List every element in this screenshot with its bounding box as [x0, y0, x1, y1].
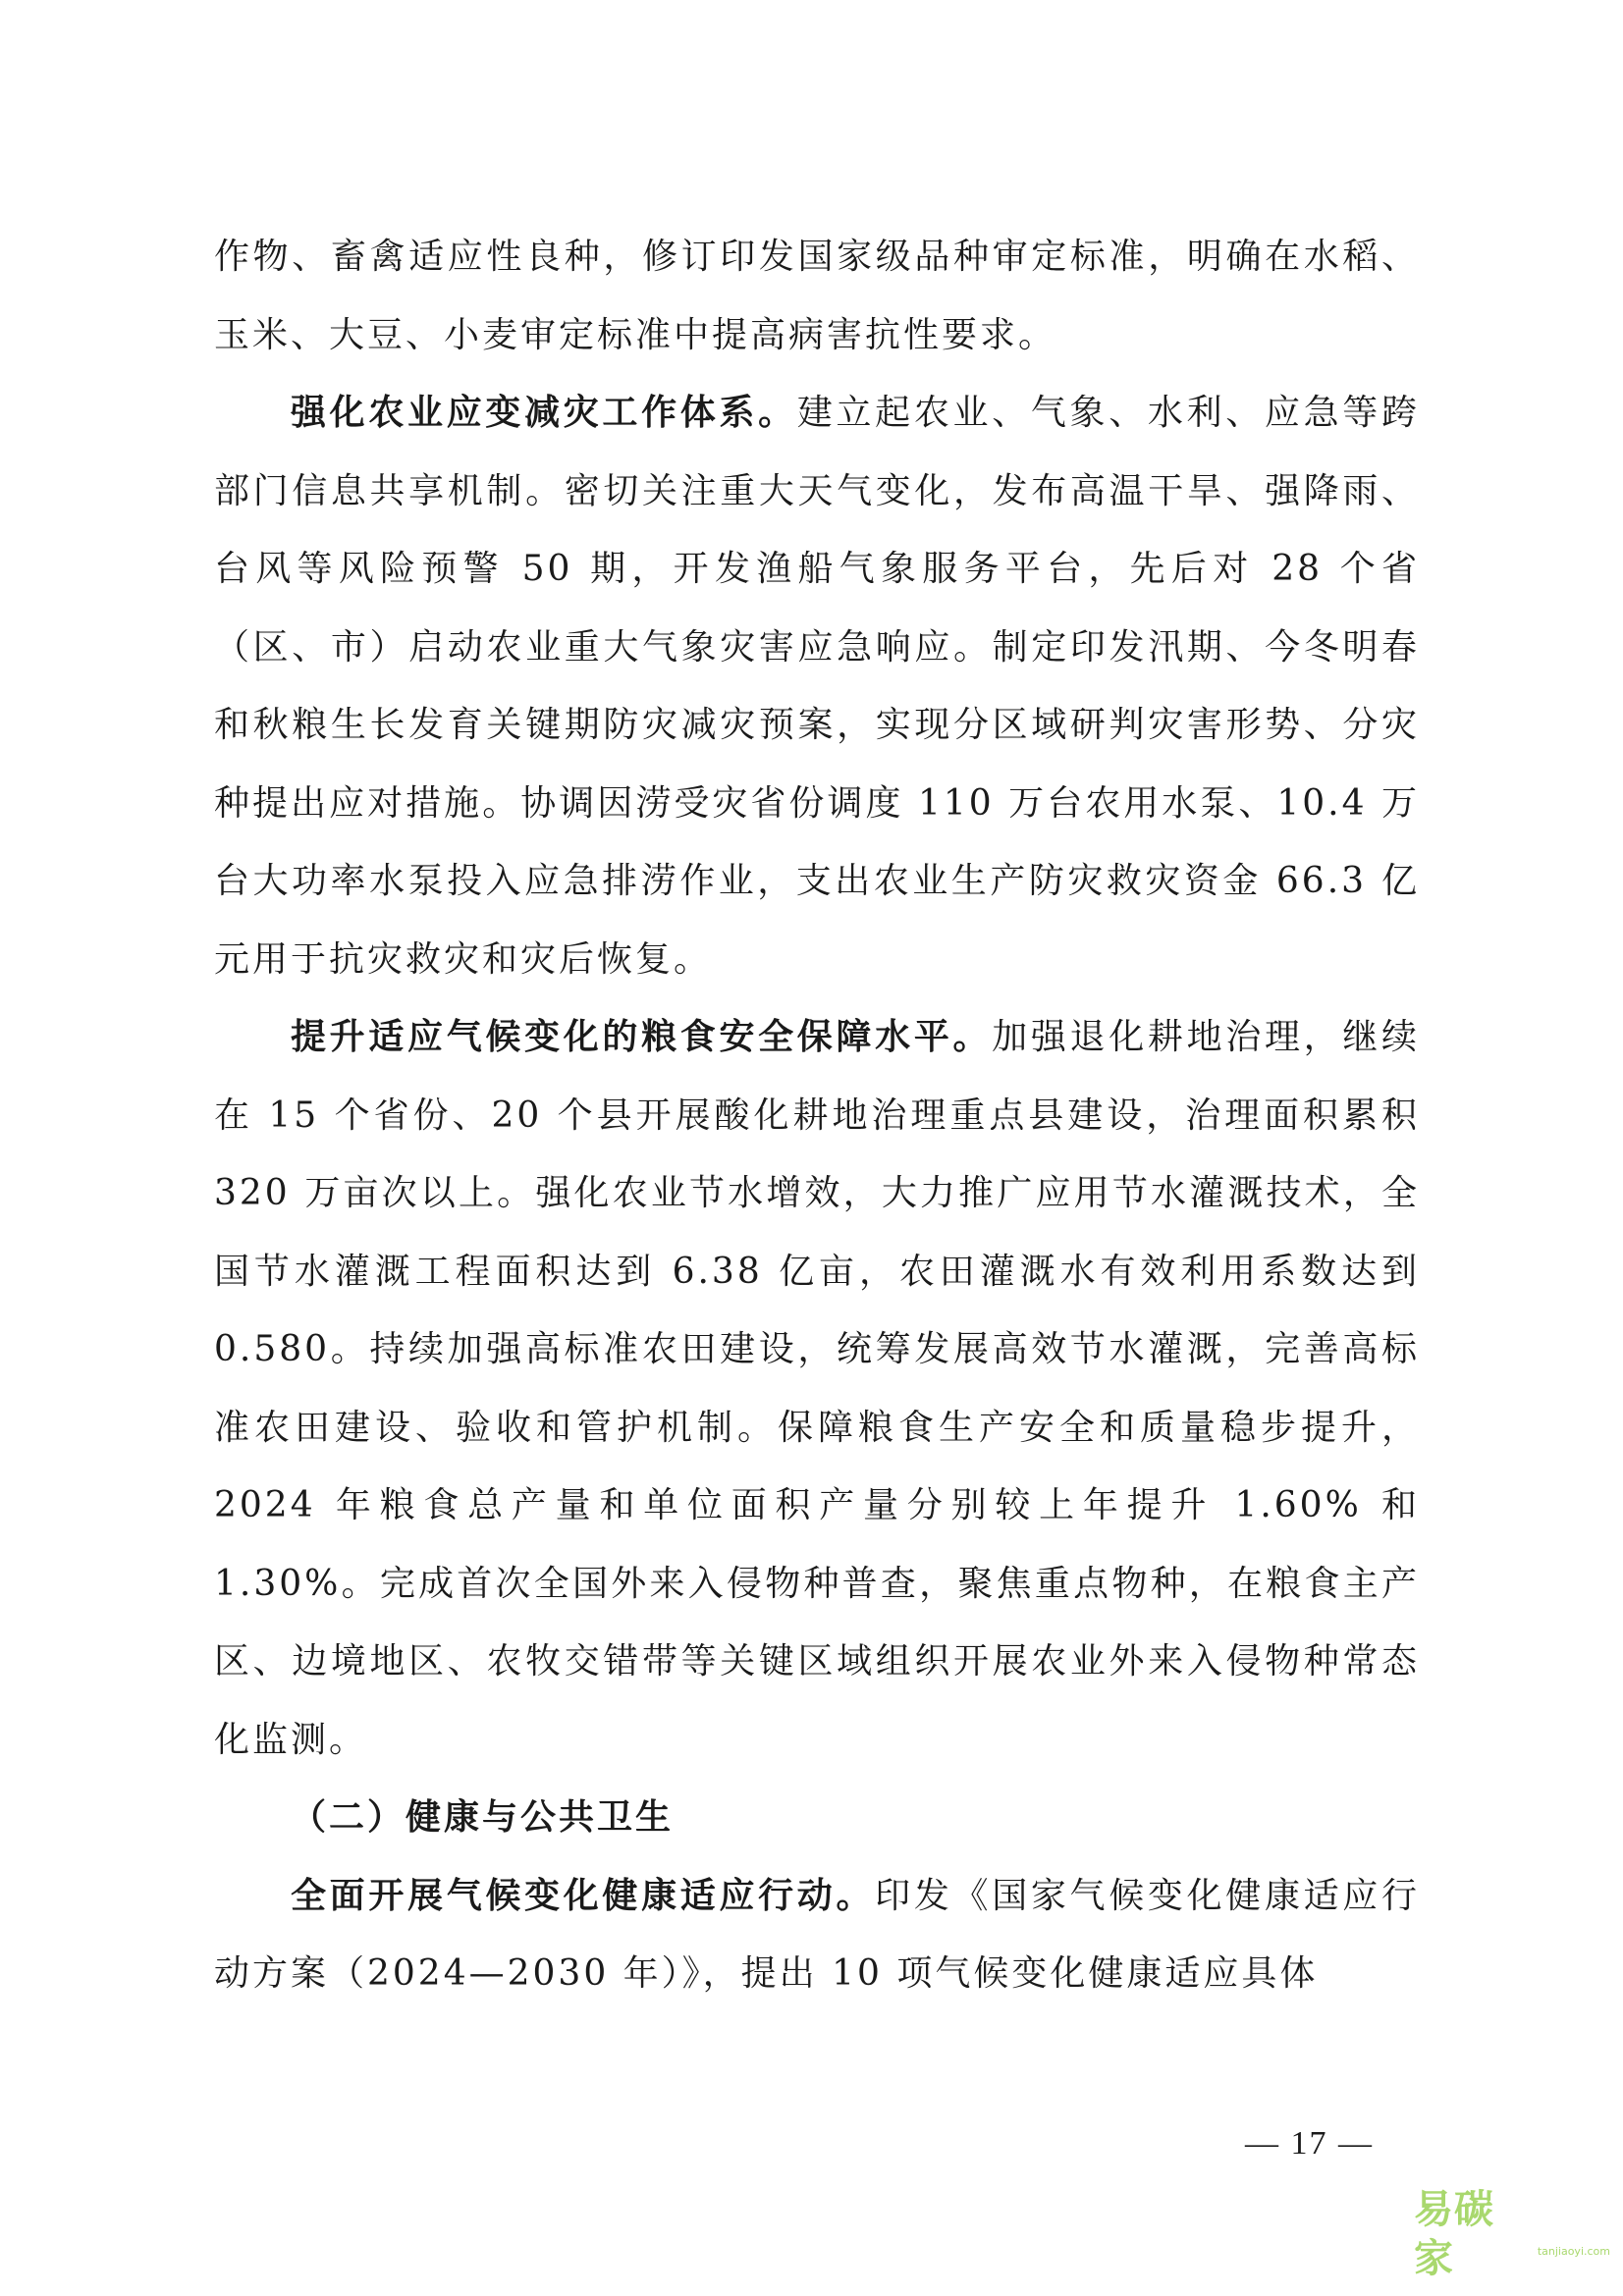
page-number: — 17 —	[1245, 2125, 1374, 2162]
paragraph-lead-heading: 全面开展气候变化健康适应行动。	[291, 1875, 876, 1916]
paragraph-crop-varieties	[214, 218, 1420, 374]
paragraph-disaster-reduction	[214, 374, 1420, 998]
section-heading: （二）健康与公共卫生	[291, 1797, 675, 1838]
paragraph-text: 印发《国家气候变化健康适应行动方案（2024—2030 年）》，提出 10 项气候变化健康适应具体	[214, 1875, 1420, 1994]
document-page	[214, 218, 1420, 2013]
watermark-logo: 易碳家	[1414, 2187, 1494, 2281]
paragraph-lead-heading: 强化农业应变减灾工作体系。	[291, 393, 797, 433]
paragraph-text: 加强退化耕地治理，继续在 15 个省份、20 个县开展酸化耕地治理重点县建设，治理面积累积 320 万亩次以上。强化农业节水增效，大力推广应用节水灌溉技术，全国节水灌溉工程面积达到 6.38 亿亩，农田灌溉水有效利用系数达到 0.580。持续加强高标准农田建设，统筹发展高效节水灌溉，完善高标准农田建设、验收和管护机制。保障粮食生产安全和质量稳步提升，2024 年粮食总产量和单位面积产量分别较上年提升 1.60% 和 1.30%。完成首次全国外来入侵物种普查，聚焦重点物种，在粮食主产区、边境地区、农牧交错带等关键区域组织开展农业外来入侵物种常态化监测。	[214, 1017, 1420, 1760]
paragraph-lead-heading: 提升适应气候变化的粮食安全保障水平。	[291, 1017, 993, 1057]
paragraph-text: 建立起农业、气象、水利、应急等跨部门信息共享机制。密切关注重大天气变化，发布高温干旱、强降雨、台风等风险预警 50 期，开发渔船气象服务平台，先后对 28 个省（区、市）启动农业重大气象灾害应急响应。制定印发汛期、今冬明春和秋粮生长发育关键期防灾减灾预案，实现分区域研判灾害形势、分灾种提出应对措施。协调因涝受灾省份调度 110 万台农用水泵、10.4 万台大功率水泵投入应急排涝作业，支出农业生产防灾救灾资金 66.3 亿元用于抗灾救灾和灾后恢复。	[214, 393, 1420, 980]
site-watermark	[1414, 2187, 1610, 2283]
paragraph-health-adaptation	[214, 1857, 1420, 2013]
watermark-domain: tanjiaoyi.com	[1537, 2245, 1610, 2258]
paragraph-food-security	[214, 998, 1420, 1779]
paragraph-text: 作物、畜禽适应性良种，修订印发国家级品种审定标准，明确在水稻、玉米、大豆、小麦审定标准中提高病害抗性要求。	[214, 237, 1420, 355]
